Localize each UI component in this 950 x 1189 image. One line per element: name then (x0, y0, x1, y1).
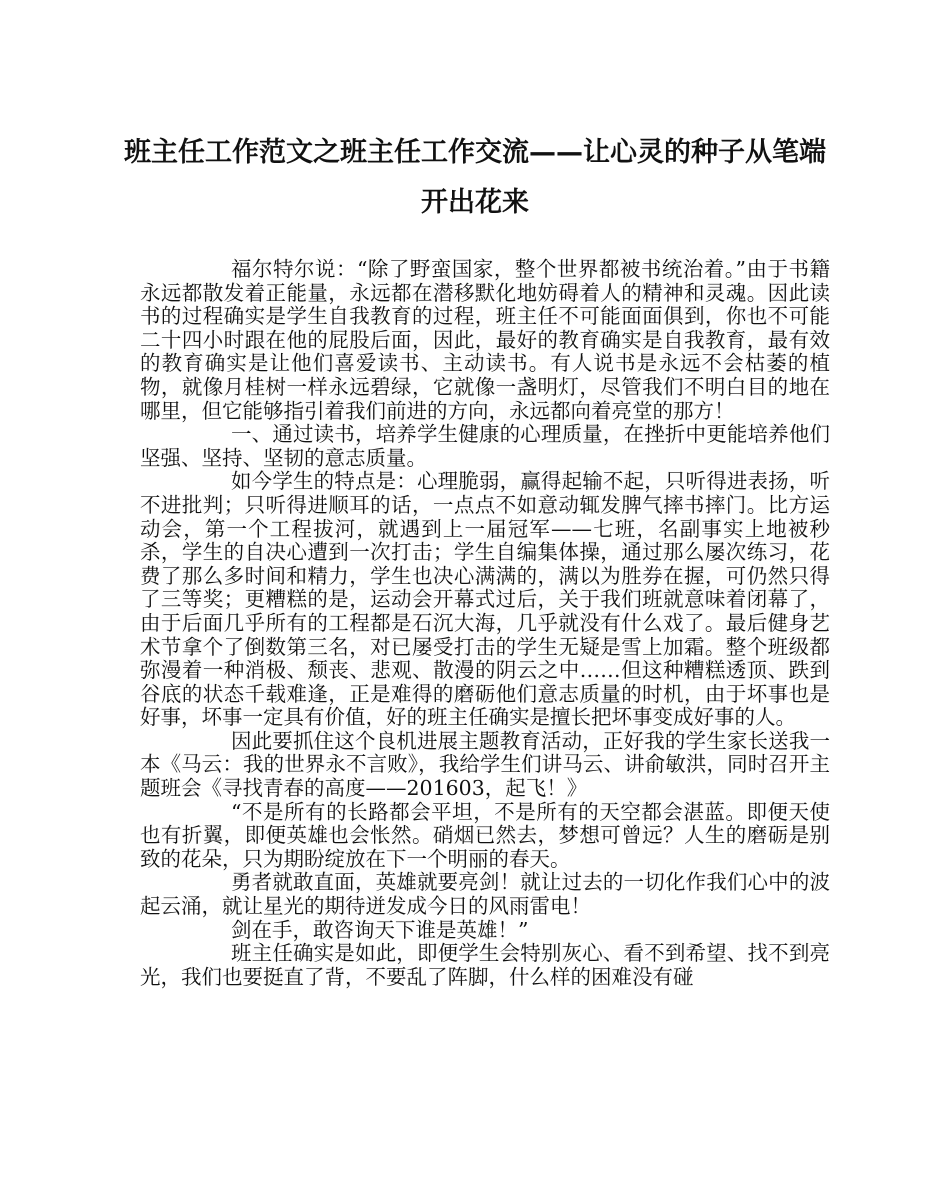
paragraph-theme-activity: 因此要抓住这个良机进展主题教育活动，正好我的学生家长送我一本《马云：我的世界永不言败》，我给学生们讲马云、讲俞敏洪，同时召开主题班会《寻找青春的高度——201603，起飞！》 (140, 728, 830, 801)
paragraph-section-heading-1: 一、通过读书，培养学生健康的心理质量，在挫折中更能培养他们坚强、坚持、坚韧的意志质量。 (140, 422, 830, 470)
paragraph-poem-3: 剑在手，敢咨询天下谁是英雄！” (231, 917, 529, 942)
document-title: 班主任工作范文之班主任工作交流——让心灵的种子从笔端开出花来 (124, 137, 826, 218)
paragraph-poem-2: 勇者就敢直面，英雄就要亮剑！就让过去的一切化作我们心中的波起云涌，就让星光的期待迸发成今日的风雨雷电！ (140, 870, 830, 919)
paragraph-voltaire-quote: 福尔特尔说：“除了野蛮国家，整个世界都被书统治着。”由于书籍永远都散发着正能量，永远都在潜移默化地妨碍着人的精神和灵魂。因此读书的过程确实是学生自我教育的过程，班主任不可能面面俱到，你也不可能二十四小时跟在他的屁股后面，因此，最好的教育确实是自我教育，最有效的教育确实是让他们喜爱读书、主动读书。有人说书是永远不会枯萎的植物，就像月桂树一样永远碧绿，它就像一盏明灯，尽管我们不明白目的地在哪里，但它能够指引着我们前进的方向，永远都向着亮堂的那方！ (140, 257, 830, 423)
paragraph-teacher-resolve: 班主任确实是如此，即便学生会特别灰心、看不到希望、找不到亮光，我们也要挺直了背，不要乱了阵脚，什么样的困难没有碰 (140, 941, 830, 989)
paragraph-student-traits: 如今学生的特点是：心理脆弱，赢得起输不起，只听得进表扬，听不进批判；只听得进顺耳的话，一点点不如意动辄发脾气摔书摔门。比方运动会，第一个工程拔河，就遇到上一届冠军——七班，名副事实上地被秒杀，学生的自决心遭到一次打击；学生自编集体操，通过那么屡次练习，花费了那么多时间和精力，学生也决心满满的，满以为胜券在握，可仍然只得了三等奖；更糟糕的是，运动会开幕式过后，关于我们班就意味着闭幕了，由于后面几乎所有的工程都是石沉大海，几乎就没有什么戏了。最后健身艺术节拿个了倒数第三名，对已屡受打击的学生无疑是雪上加霜。整个班级都弥漫着一种消极、颓丧、悲观、散漫的阴云之中……但这种糟糕透顶、跌到谷底的状态千载难逢，正是难得的磨砺他们意志质量的时机，由于坏事也是好事，坏事一定具有价值，好的班主任确实是擅长把坏事变成好事的人。 (140, 469, 830, 730)
document-body (140, 258, 830, 989)
paragraph-poem-1: “不是所有的长路都会平坦，不是所有的天空都会湛蓝。即便天使也有折翼，即便英雄也会怅然。硝烟已然去，梦想可曾远？人生的磨砺是别致的花朵，只为期盼绽放在下一个明丽的春天。 (140, 799, 830, 871)
